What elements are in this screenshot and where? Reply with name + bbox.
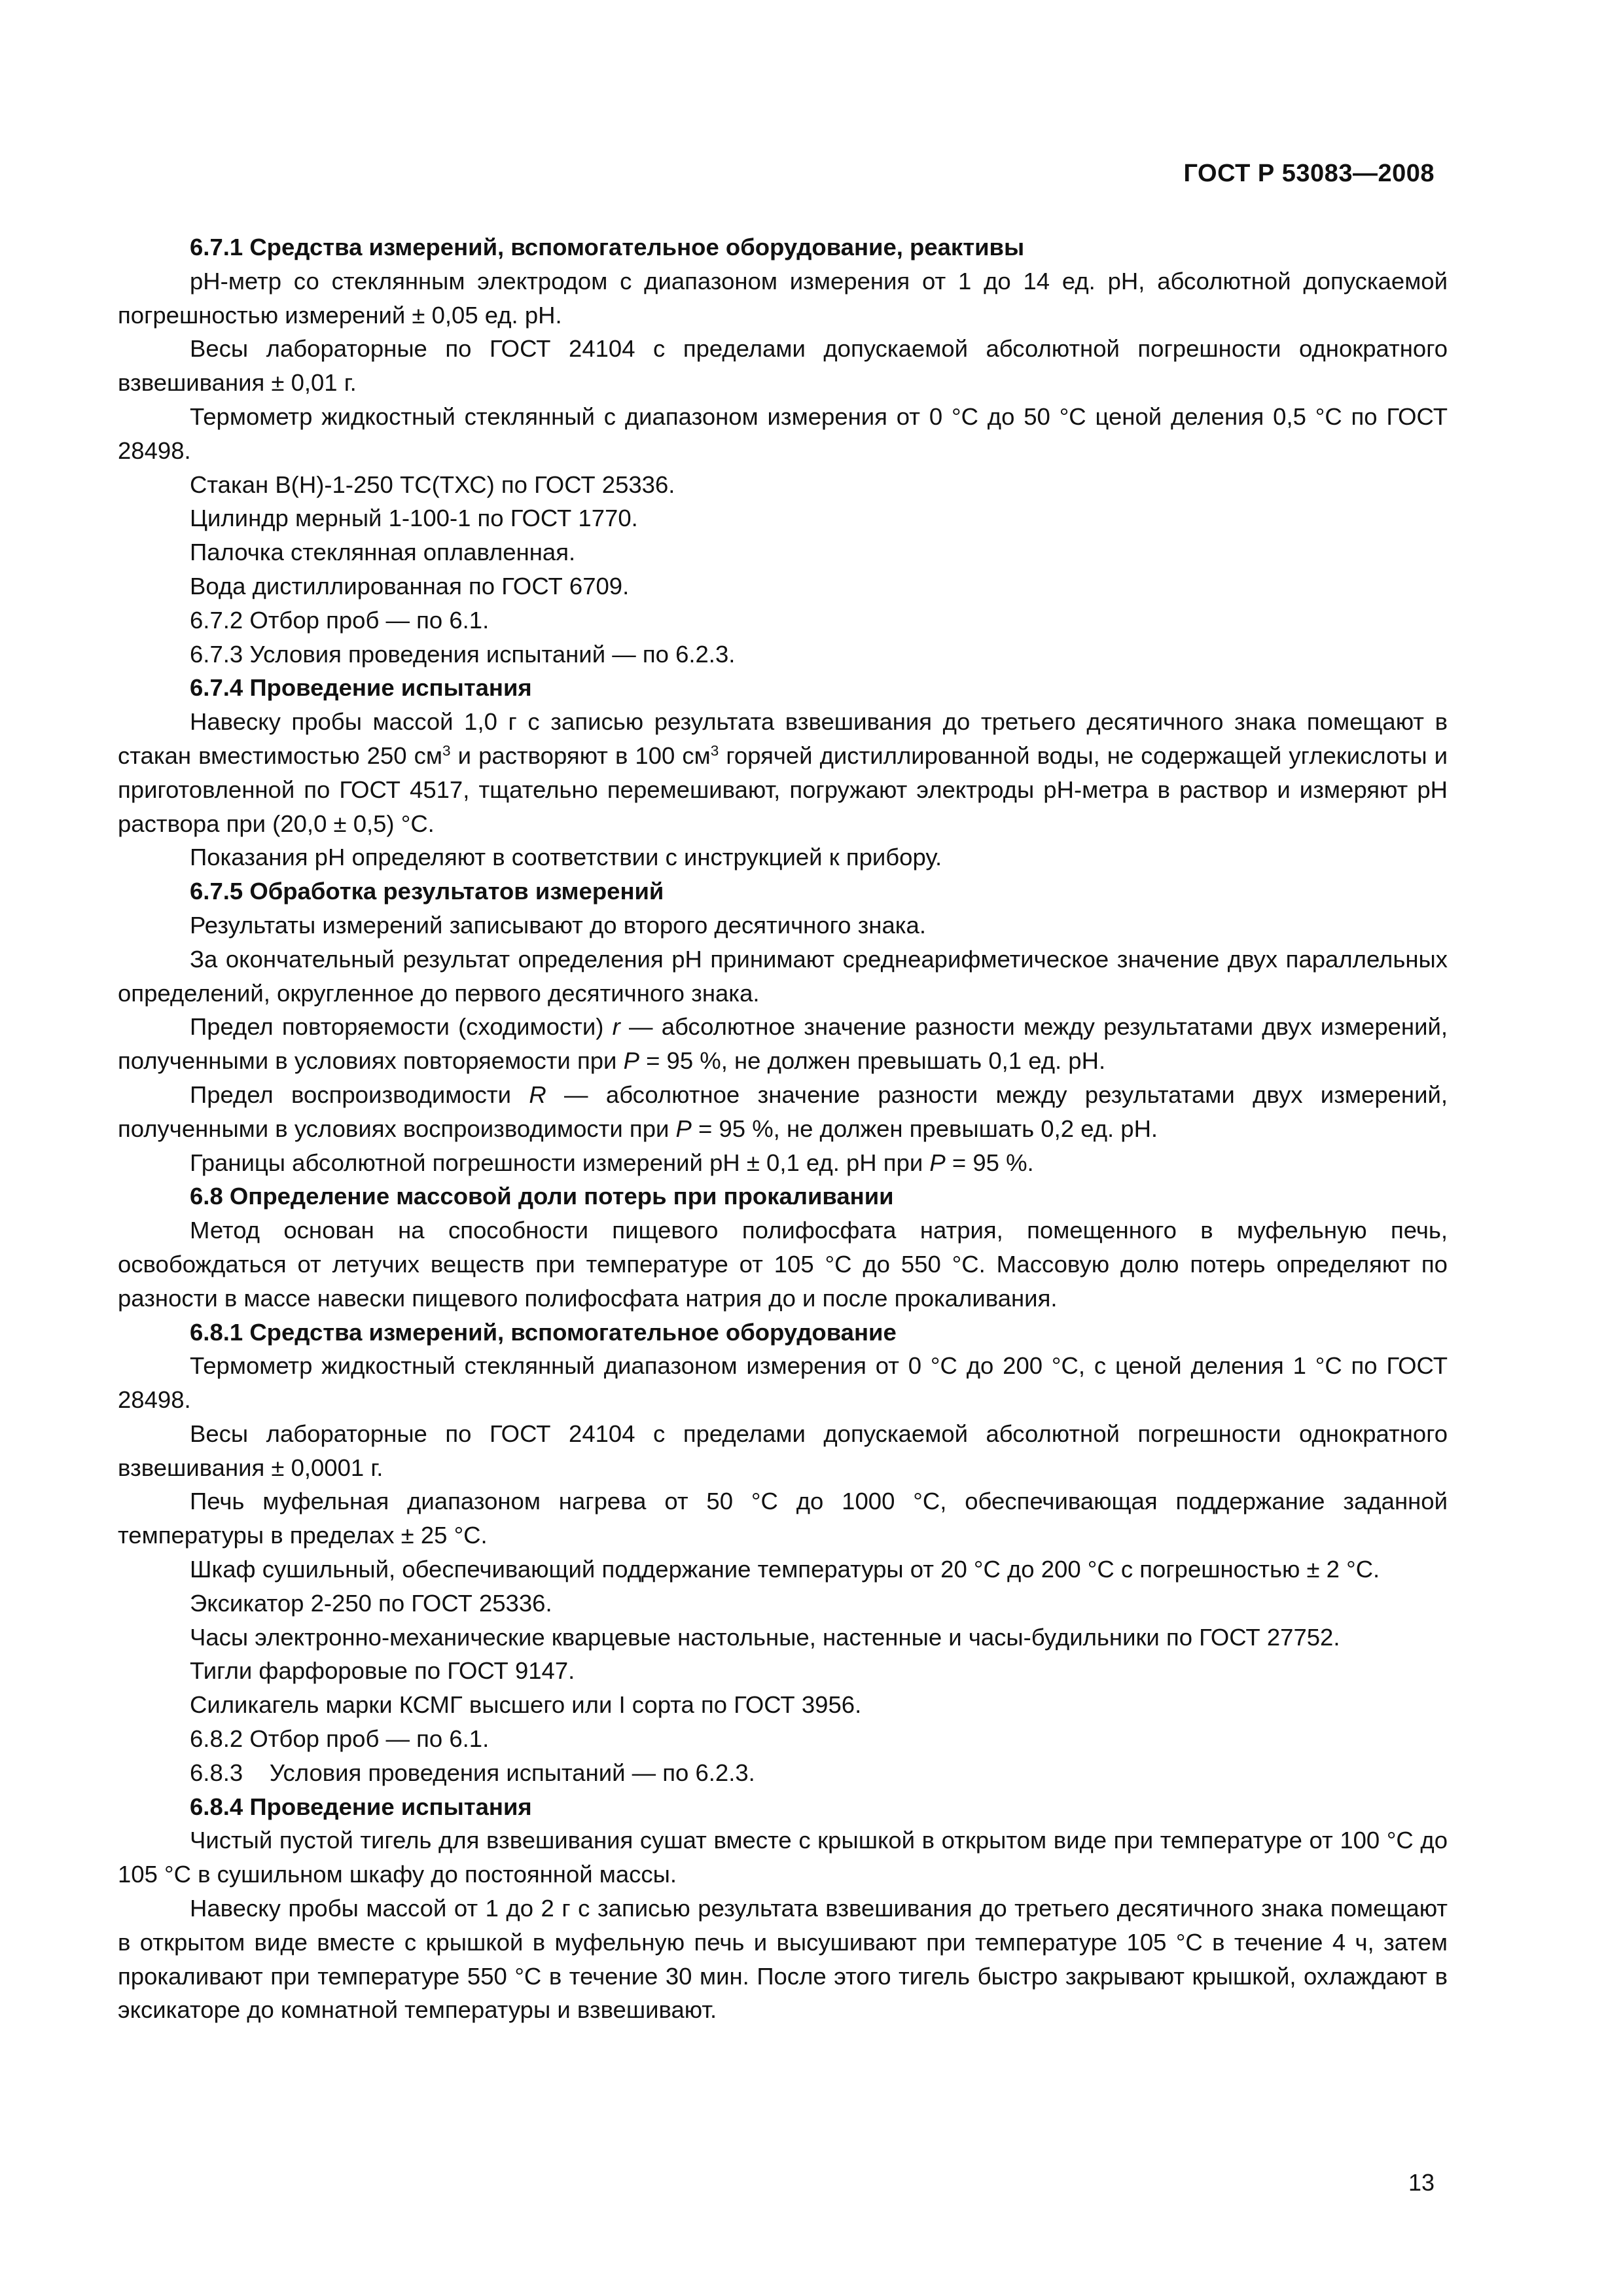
text-run: = 95 %, не должен превышать 0,1 ед. рН.	[639, 1047, 1106, 1075]
paragraph: Стакан В(Н)-1-250 ТС(ТХС) по ГОСТ 25336.	[190, 471, 675, 498]
paragraph: Весы лабораторные по ГОСТ 24104 с пределами допускаемой абсолютной погрешности однократного взвешивания ± 0,0001 г.	[118, 1420, 1448, 1481]
paragraph: Результаты измерений записывают до второго десятичного знака.	[190, 911, 926, 939]
section-6-7-1-heading: 6.7.1 Средства измерений, вспомогательное оборудование, реактивы	[190, 234, 1025, 260]
paragraph: Шкаф сушильный, обеспечивающий поддержание температуры от 20 °С до 200 °С с погрешностью ± 2 °С.	[190, 1556, 1380, 1583]
paragraph: рН-метр со стеклянным электродом с диапазоном измерения от 1 до 14 ед. рН, абсолютной допускаемой погрешностью измерений ± 0,05 ед. рН.	[118, 267, 1448, 329]
page-body	[118, 230, 1448, 2027]
paragraph	[118, 1010, 1448, 1078]
paragraph: Чистый пустой тигель для взвешивания сушат вместе с крышкой в открытом виде при температуре от 100 °С до 105 °С в сушильном шкафу до постоянной массы.	[118, 1827, 1448, 1888]
paragraph: Весы лабораторные по ГОСТ 24104 с пределами допускаемой абсолютной погрешности однократного взвешивания ± 0,01 г.	[118, 335, 1448, 397]
paragraph: Эксикатор 2-250 по ГОСТ 25336.	[190, 1589, 552, 1617]
paragraph: Цилиндр мерный 1-100-1 по ГОСТ 1770.	[190, 505, 638, 532]
text-run: горячей дистиллированной воды, не содержащей углекислоты и приготовленной по ГОСТ 4517, тщательно перемешивают, погружают электроды рН-метра в раствор и измеряют рН раствора при (20,0 ± 0,5) °С.	[118, 742, 1448, 837]
paragraph: Термометр жидкостный стеклянный с диапазоном измерения от 0 °С до 50 °С ценой деления 0,5 °С по ГОСТ 28498.	[118, 403, 1448, 464]
paragraph: Показания рН определяют в соответствии с инструкцией к прибору.	[190, 844, 942, 871]
text-run: Предел повторяемости (сходимости)	[190, 1013, 613, 1041]
paragraph: Вода дистиллированная по ГОСТ 6709.	[190, 572, 630, 600]
paragraph: Навеску пробы массой от 1 до 2 г с записью результата взвешивания до третьего десятичного знака помещают в открытом виде вместе с крышкой в муфельную печь и высушивают при температуре 105 °С в течение 4 ч, затем прокаливают при температуре 550 °С в течение 30 мин. После этого тигель быстро закрывают крышкой, охлаждают в эксикаторе до комнатной температуры и взвешивают.	[118, 1895, 1448, 2024]
paragraph: Часы электронно-механические кварцевые настольные, настенные и часы-будильники по ГОСТ 27752.	[190, 1623, 1340, 1651]
section-6-7-5-heading: 6.7.5 Обработка результатов измерений	[190, 878, 664, 905]
superscript: 3	[710, 742, 719, 759]
paragraph	[118, 1146, 1448, 1180]
clause-6-7-3: 6.7.3 Условия проведения испытаний — по 6.2.3.	[190, 640, 736, 668]
text-run: — абсолютное значение разности между результатами двух измерений, полученными в условиях повторяемости при	[118, 1013, 1448, 1075]
text-run: Границы абсолютной погрешности измерений рН ± 0,1 ед. рН при	[190, 1149, 930, 1176]
section-6-8-4-heading: 6.8.4 Проведение испытания	[190, 1793, 532, 1820]
clause-6-8-2: 6.8.2 Отбор проб — по 6.1.	[190, 1725, 490, 1753]
paragraph	[118, 705, 1448, 840]
italic-symbol: Р	[929, 1149, 946, 1176]
paragraph: За окончательный результат определения рН принимают среднеарифметическое значение двух параллельных определений, округленное до первого десятичного знака.	[118, 945, 1448, 1007]
italic-symbol: Р	[675, 1115, 692, 1142]
text-run: = 95 %, не должен превышать 0,2 ед. рН.	[691, 1115, 1158, 1142]
section-6-8-heading: 6.8 Определение массовой доли потерь при прокаливании	[190, 1183, 894, 1210]
italic-symbol: Р	[623, 1047, 639, 1075]
paragraph: Термометр жидкостный стеклянный диапазоном измерения от 0 °С до 200 °С, с ценой деления 1 °С по ГОСТ 28498.	[118, 1352, 1448, 1414]
text-run: — абсолютное значение разности между результатами двух измерений, полученными в условиях воспроизводимости при	[118, 1081, 1448, 1142]
paragraph: Метод основан на способности пищевого полифосфата натрия, помещенного в муфельную печь, освобождаться от летучих веществ при температуре от 105 °С до 550 °С. Массовую долю потерь определяют по разности в массе навески пищевого полифосфата натрия до и после прокаливания.	[118, 1217, 1448, 1312]
paragraph: Печь муфельная диапазоном нагрева от 50 °С до 1000 °С, обеспечивающая поддержание заданной температуры в пределах ± 25 °С.	[118, 1488, 1448, 1549]
superscript: 3	[442, 742, 451, 759]
document-code-header: ГОСТ Р 53083—2008	[1183, 160, 1435, 187]
text-run: Навеску пробы массой 1,0 г с записью результата взвешивания до третьего десятичного знака помещают в стакан вместимостью 250 см	[118, 708, 1448, 769]
clause-6-7-2: 6.7.2 Отбор проб — по 6.1.	[190, 606, 490, 634]
paragraph	[118, 1078, 1448, 1146]
text-run: и растворяют в 100 см	[450, 742, 711, 769]
page-number: 13	[1408, 2169, 1435, 2196]
clause-6-8-3: 6.8.3 Условия проведения испытаний — по 6.2.3.	[190, 1759, 755, 1786]
italic-symbol: R	[529, 1081, 546, 1108]
text-run: Предел воспроизводимости	[190, 1081, 529, 1108]
paragraph: Тигли фарфоровые по ГОСТ 9147.	[190, 1657, 575, 1685]
paragraph: Силикагель марки КСМГ высшего или I сорта по ГОСТ 3956.	[190, 1691, 862, 1719]
paragraph: Палочка стеклянная оплавленная.	[190, 539, 576, 566]
section-6-8-1-heading: 6.8.1 Средства измерений, вспомогательное оборудование	[190, 1318, 897, 1346]
italic-symbol: r	[612, 1013, 620, 1041]
section-6-7-4-heading: 6.7.4 Проведение испытания	[190, 674, 532, 702]
text-run: = 95 %.	[945, 1149, 1034, 1176]
